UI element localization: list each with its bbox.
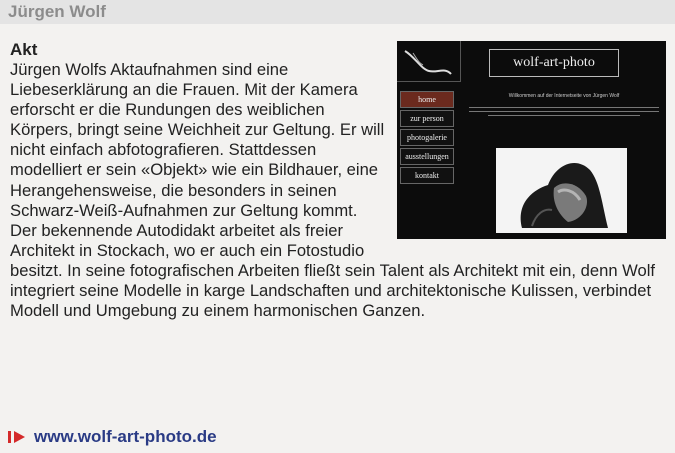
article-body [10,60,670,321]
site-nav-person: zur person [400,110,454,127]
site-welcome: Willkommen auf der Internetseite von Jürgen Wolf [508,93,620,99]
article-title: Akt [10,40,38,59]
arrow-right-icon [8,429,26,445]
footer-link-row[interactable] [8,427,217,447]
site-nav-gallery: photogalerie [400,129,454,146]
site-nav-home: home [400,91,454,108]
author-name: Jürgen Wolf [8,2,106,21]
website-url-link[interactable]: www.wolf-art-photo.de [34,427,217,446]
site-nav-contact: kontakt [400,167,454,184]
article-body-text: Jürgen Wolfs Aktaufnahmen sind eine Liebeserklärung an die Frauen. Mit der Kamera erforscht er die Rundungen des weiblichen Körpers, bringt seine Weichheit zur Geltung. Er will nicht einfach abfotografieren. Stattdessen modelliert er sein «Objekt» wie ein Bildhauer, eine Herangehensweise, die besonders in seinen Schwarz-Weiß-Aufnahmen zur Geltung kommt. Der bekennende Autodidakt arbeitet als freier Architekt in Stockach, wo er auch ein Fotostudio besitzt. In seine fotografischen Arbeiten fließt sein Talent als Architekt mit ein, denn Wolf integriert seine Modelle in karge Landschaften und architektonische Kulissen, verbindet Modell und Umgebung zu einem harmonischen Ganzen. [10,60,656,321]
site-nav-exhibitions: ausstellungen [400,148,454,165]
header-bar [0,0,675,24]
image-spacer [388,60,670,248]
site-title: wolf-art-photo [489,49,619,77]
